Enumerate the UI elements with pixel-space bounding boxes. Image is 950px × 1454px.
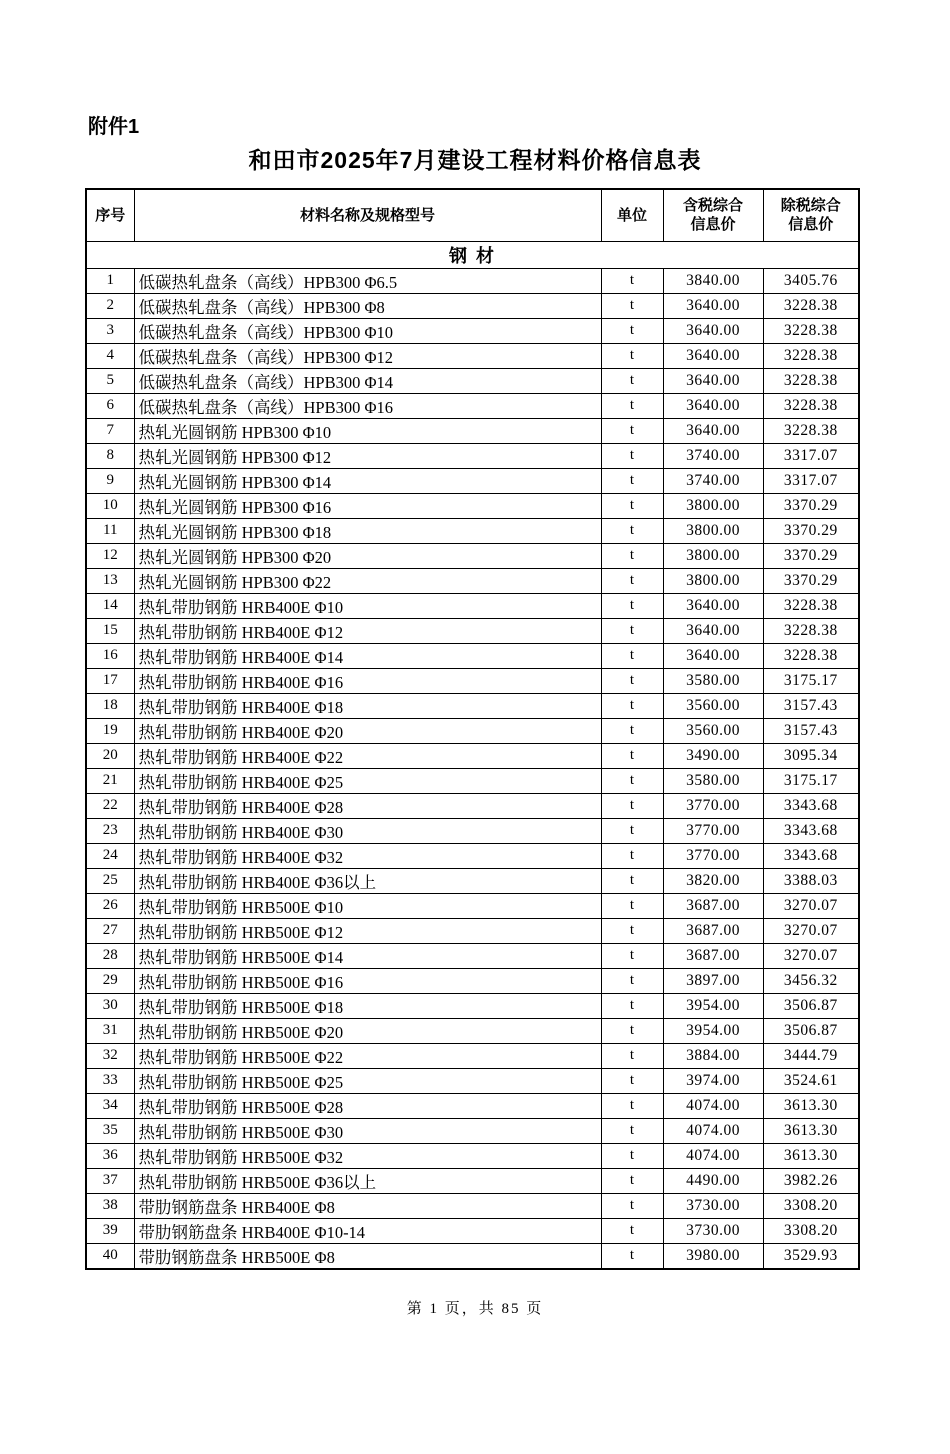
- material-name: 热轧带肋钢筋 HRB500E Φ30: [134, 1118, 601, 1143]
- unit: t: [601, 518, 663, 543]
- material-name: 带肋钢筋盘条 HRB400E Φ8: [134, 1193, 601, 1218]
- material-name: 热轧带肋钢筋 HRB400E Φ14: [134, 643, 601, 668]
- price-with-tax: 3640.00: [663, 593, 763, 618]
- price-without-tax: 3228.38: [763, 318, 859, 343]
- price-without-tax: 3228.38: [763, 393, 859, 418]
- price-with-tax: 3640.00: [663, 343, 763, 368]
- material-name: 热轧带肋钢筋 HRB500E Φ25: [134, 1068, 601, 1093]
- material-name: 热轧光圆钢筋 HPB300 Φ10: [134, 418, 601, 443]
- price-with-tax: 3730.00: [663, 1218, 763, 1243]
- row-index: 34: [86, 1093, 134, 1118]
- table-row: [86, 1243, 859, 1269]
- table-row: [86, 893, 859, 918]
- header-price-with-tax-line2: 信息价: [690, 216, 736, 234]
- price-with-tax: 3640.00: [663, 393, 763, 418]
- unit: t: [601, 818, 663, 843]
- row-index: 22: [86, 793, 134, 818]
- row-index: 28: [86, 943, 134, 968]
- row-index: 13: [86, 568, 134, 593]
- price-with-tax: 3840.00: [663, 268, 763, 293]
- price-with-tax: 3954.00: [663, 1018, 763, 1043]
- table-row: [86, 668, 859, 693]
- table-row: [86, 368, 859, 393]
- price-without-tax: 3982.26: [763, 1168, 859, 1193]
- header-price-without-tax-line2: 信息价: [788, 216, 834, 234]
- unit: t: [601, 643, 663, 668]
- row-index: 39: [86, 1218, 134, 1243]
- price-without-tax: 3317.07: [763, 468, 859, 493]
- row-index: 26: [86, 893, 134, 918]
- price-without-tax: 3343.68: [763, 818, 859, 843]
- price-with-tax: 3640.00: [663, 368, 763, 393]
- price-with-tax: 3640.00: [663, 418, 763, 443]
- unit: t: [601, 1093, 663, 1118]
- price-with-tax: 3560.00: [663, 693, 763, 718]
- unit: t: [601, 368, 663, 393]
- price-without-tax: 3444.79: [763, 1043, 859, 1068]
- material-name: 热轧带肋钢筋 HRB400E Φ12: [134, 618, 601, 643]
- row-index: 12: [86, 543, 134, 568]
- unit: t: [601, 943, 663, 968]
- price-with-tax: 4074.00: [663, 1118, 763, 1143]
- header-material-name: 材料名称及规格型号: [134, 189, 601, 241]
- section-row: [86, 241, 859, 268]
- row-index: 31: [86, 1018, 134, 1043]
- price-without-tax: 3506.87: [763, 1018, 859, 1043]
- row-index: 32: [86, 1043, 134, 1068]
- table-row: [86, 718, 859, 743]
- price-with-tax: 4490.00: [663, 1168, 763, 1193]
- row-index: 37: [86, 1168, 134, 1193]
- row-index: 11: [86, 518, 134, 543]
- material-name: 热轧带肋钢筋 HRB400E Φ32: [134, 843, 601, 868]
- row-index: 24: [86, 843, 134, 868]
- price-without-tax: 3228.38: [763, 293, 859, 318]
- material-name: 低碳热轧盘条（高线）HPB300 Φ14: [134, 368, 601, 393]
- row-index: 36: [86, 1143, 134, 1168]
- unit: t: [601, 343, 663, 368]
- table-row: [86, 618, 859, 643]
- row-index: 4: [86, 343, 134, 368]
- row-index: 3: [86, 318, 134, 343]
- material-name: 热轧带肋钢筋 HRB500E Φ14: [134, 943, 601, 968]
- table-row: [86, 418, 859, 443]
- price-without-tax: 3506.87: [763, 993, 859, 1018]
- material-name: 低碳热轧盘条（高线）HPB300 Φ12: [134, 343, 601, 368]
- row-index: 23: [86, 818, 134, 843]
- price-without-tax: 3370.29: [763, 493, 859, 518]
- price-without-tax: 3613.30: [763, 1143, 859, 1168]
- unit: t: [601, 1143, 663, 1168]
- table-row: [86, 1043, 859, 1068]
- row-index: 1: [86, 268, 134, 293]
- row-index: 7: [86, 418, 134, 443]
- price-without-tax: 3228.38: [763, 343, 859, 368]
- price-without-tax: 3529.93: [763, 1243, 859, 1269]
- material-name: 热轧带肋钢筋 HRB500E Φ32: [134, 1143, 601, 1168]
- row-index: 10: [86, 493, 134, 518]
- price-with-tax: 3687.00: [663, 893, 763, 918]
- unit: t: [601, 618, 663, 643]
- price-with-tax: 3740.00: [663, 443, 763, 468]
- attachment-label: 附件1: [88, 116, 140, 138]
- row-index: 16: [86, 643, 134, 668]
- price-with-tax: 3897.00: [663, 968, 763, 993]
- price-with-tax: 3820.00: [663, 868, 763, 893]
- price-with-tax: 3580.00: [663, 768, 763, 793]
- unit: t: [601, 393, 663, 418]
- table-row: [86, 268, 859, 293]
- price-with-tax: 3800.00: [663, 518, 763, 543]
- price-with-tax: 3580.00: [663, 668, 763, 693]
- price-with-tax: 3740.00: [663, 468, 763, 493]
- row-index: 38: [86, 1193, 134, 1218]
- material-name: 热轧光圆钢筋 HPB300 Φ20: [134, 543, 601, 568]
- price-without-tax: 3270.07: [763, 893, 859, 918]
- unit: t: [601, 768, 663, 793]
- table-row: [86, 593, 859, 618]
- header-index: 序号: [86, 189, 134, 241]
- section-title-steel: 钢 材: [86, 241, 859, 268]
- row-index: 9: [86, 468, 134, 493]
- material-name: 热轧光圆钢筋 HPB300 Φ12: [134, 443, 601, 468]
- price-without-tax: 3613.30: [763, 1118, 859, 1143]
- table-row: [86, 343, 859, 368]
- row-index: 29: [86, 968, 134, 993]
- material-price-table: [85, 188, 860, 1270]
- price-with-tax: 4074.00: [663, 1143, 763, 1168]
- material-name: 热轧带肋钢筋 HRB400E Φ25: [134, 768, 601, 793]
- document-page: [0, 110, 950, 1454]
- price-with-tax: 3974.00: [663, 1068, 763, 1093]
- table-row: [86, 393, 859, 418]
- price-without-tax: 3157.43: [763, 693, 859, 718]
- price-with-tax: 3640.00: [663, 618, 763, 643]
- row-index: 21: [86, 768, 134, 793]
- price-without-tax: 3270.07: [763, 943, 859, 968]
- row-index: 25: [86, 868, 134, 893]
- price-without-tax: 3228.38: [763, 418, 859, 443]
- header-price-without-tax: [763, 189, 859, 241]
- price-with-tax: 3954.00: [663, 993, 763, 1018]
- unit: t: [601, 1193, 663, 1218]
- price-without-tax: 3343.68: [763, 843, 859, 868]
- price-without-tax: 3388.03: [763, 868, 859, 893]
- material-name: 低碳热轧盘条（高线）HPB300 Φ10: [134, 318, 601, 343]
- price-without-tax: 3370.29: [763, 568, 859, 593]
- table-row: [86, 968, 859, 993]
- table-row: [86, 868, 859, 893]
- price-without-tax: 3228.38: [763, 593, 859, 618]
- row-index: 8: [86, 443, 134, 468]
- table-row: [86, 743, 859, 768]
- header-price-without-tax-line1: 除税综合: [780, 196, 841, 214]
- price-with-tax: 3640.00: [663, 318, 763, 343]
- table-row: [86, 1093, 859, 1118]
- unit: t: [601, 1243, 663, 1269]
- table-row: [86, 1068, 859, 1093]
- material-name: 热轧带肋钢筋 HRB500E Φ28: [134, 1093, 601, 1118]
- unit: t: [601, 968, 663, 993]
- unit: t: [601, 293, 663, 318]
- price-without-tax: 3308.20: [763, 1193, 859, 1218]
- price-with-tax: 3800.00: [663, 543, 763, 568]
- unit: t: [601, 693, 663, 718]
- table-row: [86, 293, 859, 318]
- price-without-tax: 3370.29: [763, 543, 859, 568]
- table-row: [86, 1018, 859, 1043]
- material-name: 热轧带肋钢筋 HRB400E Φ36以上: [134, 868, 601, 893]
- table-row: [86, 1118, 859, 1143]
- table-row: [86, 518, 859, 543]
- unit: t: [601, 718, 663, 743]
- price-without-tax: 3370.29: [763, 518, 859, 543]
- price-without-tax: 3524.61: [763, 1068, 859, 1093]
- price-with-tax: 3800.00: [663, 568, 763, 593]
- price-without-tax: 3095.34: [763, 743, 859, 768]
- price-with-tax: 3560.00: [663, 718, 763, 743]
- table-row: [86, 693, 859, 718]
- header-unit: 单位: [601, 189, 663, 241]
- table-row: [86, 543, 859, 568]
- material-name: 热轧带肋钢筋 HRB500E Φ12: [134, 918, 601, 943]
- material-name: 热轧带肋钢筋 HRB500E Φ20: [134, 1018, 601, 1043]
- price-without-tax: 3175.17: [763, 768, 859, 793]
- unit: t: [601, 593, 663, 618]
- table-row: [86, 918, 859, 943]
- table-row: [86, 468, 859, 493]
- header-price-with-tax-line1: 含税综合: [682, 196, 743, 214]
- material-name: 热轧带肋钢筋 HRB400E Φ20: [134, 718, 601, 743]
- unit: t: [601, 318, 663, 343]
- material-name: 低碳热轧盘条（高线）HPB300 Φ8: [134, 293, 601, 318]
- material-name: 热轧带肋钢筋 HRB500E Φ10: [134, 893, 601, 918]
- material-name: 热轧带肋钢筋 HRB500E Φ16: [134, 968, 601, 993]
- price-without-tax: 3228.38: [763, 618, 859, 643]
- table-row: [86, 493, 859, 518]
- unit: t: [601, 468, 663, 493]
- row-index: 5: [86, 368, 134, 393]
- price-without-tax: 3175.17: [763, 668, 859, 693]
- header-row: [86, 189, 859, 241]
- unit: t: [601, 268, 663, 293]
- material-name: 热轧带肋钢筋 HRB400E Φ10: [134, 593, 601, 618]
- unit: t: [601, 668, 663, 693]
- unit: t: [601, 918, 663, 943]
- unit: t: [601, 743, 663, 768]
- row-index: 27: [86, 918, 134, 943]
- price-with-tax: 3640.00: [663, 643, 763, 668]
- table-header: [86, 189, 859, 241]
- unit: t: [601, 793, 663, 818]
- unit: t: [601, 1218, 663, 1243]
- material-name: 热轧光圆钢筋 HPB300 Φ18: [134, 518, 601, 543]
- table-row: [86, 818, 859, 843]
- row-index: 19: [86, 718, 134, 743]
- row-index: 18: [86, 693, 134, 718]
- price-without-tax: 3228.38: [763, 643, 859, 668]
- row-index: 14: [86, 593, 134, 618]
- price-without-tax: 3270.07: [763, 918, 859, 943]
- price-with-tax: 3800.00: [663, 493, 763, 518]
- unit: t: [601, 993, 663, 1018]
- table-row: [86, 643, 859, 668]
- price-without-tax: 3456.32: [763, 968, 859, 993]
- price-with-tax: 3770.00: [663, 818, 763, 843]
- price-with-tax: 3687.00: [663, 918, 763, 943]
- material-name: 低碳热轧盘条（高线）HPB300 Φ16: [134, 393, 601, 418]
- row-index: 15: [86, 618, 134, 643]
- price-with-tax: 3770.00: [663, 793, 763, 818]
- table-row: [86, 943, 859, 968]
- page-number: 第 1 页，共 85 页: [406, 1300, 544, 1317]
- price-with-tax: 3687.00: [663, 943, 763, 968]
- table-row: [86, 768, 859, 793]
- table-row: [86, 843, 859, 868]
- material-name: 热轧光圆钢筋 HPB300 Φ22: [134, 568, 601, 593]
- unit: t: [601, 493, 663, 518]
- table-row: [86, 568, 859, 593]
- table-body: [86, 241, 859, 1269]
- table-row: [86, 1193, 859, 1218]
- unit: t: [601, 568, 663, 593]
- material-name: 热轧带肋钢筋 HRB500E Φ36以上: [134, 1168, 601, 1193]
- material-name: 热轧带肋钢筋 HRB400E Φ28: [134, 793, 601, 818]
- unit: t: [601, 418, 663, 443]
- table-row: [86, 1218, 859, 1243]
- material-name: 热轧带肋钢筋 HRB400E Φ18: [134, 693, 601, 718]
- material-name: 热轧带肋钢筋 HRB400E Φ16: [134, 668, 601, 693]
- price-without-tax: 3228.38: [763, 368, 859, 393]
- unit: t: [601, 1068, 663, 1093]
- price-without-tax: 3613.30: [763, 1093, 859, 1118]
- price-with-tax: 4074.00: [663, 1093, 763, 1118]
- row-index: 40: [86, 1243, 134, 1269]
- unit: t: [601, 893, 663, 918]
- material-name: 热轧带肋钢筋 HRB400E Φ30: [134, 818, 601, 843]
- row-index: 33: [86, 1068, 134, 1093]
- unit: t: [601, 1118, 663, 1143]
- table-row: [86, 793, 859, 818]
- table-row: [86, 993, 859, 1018]
- price-without-tax: 3308.20: [763, 1218, 859, 1243]
- row-index: 2: [86, 293, 134, 318]
- table-row: [86, 1143, 859, 1168]
- price-with-tax: 3884.00: [663, 1043, 763, 1068]
- unit: t: [601, 543, 663, 568]
- unit: t: [601, 868, 663, 893]
- unit: t: [601, 843, 663, 868]
- row-index: 20: [86, 743, 134, 768]
- material-name: 热轧带肋钢筋 HRB500E Φ18: [134, 993, 601, 1018]
- table-row: [86, 318, 859, 343]
- price-with-tax: 3980.00: [663, 1243, 763, 1269]
- price-with-tax: 3490.00: [663, 743, 763, 768]
- header-price-with-tax: [663, 189, 763, 241]
- table-row: [86, 443, 859, 468]
- unit: t: [601, 1018, 663, 1043]
- material-name: 热轧光圆钢筋 HPB300 Φ16: [134, 493, 601, 518]
- row-index: 17: [86, 668, 134, 693]
- price-with-tax: 3730.00: [663, 1193, 763, 1218]
- price-without-tax: 3157.43: [763, 718, 859, 743]
- row-index: 35: [86, 1118, 134, 1143]
- price-with-tax: 3640.00: [663, 293, 763, 318]
- row-index: 30: [86, 993, 134, 1018]
- material-name: 热轧光圆钢筋 HPB300 Φ14: [134, 468, 601, 493]
- material-name: 热轧带肋钢筋 HRB500E Φ22: [134, 1043, 601, 1068]
- unit: t: [601, 443, 663, 468]
- price-with-tax: 3770.00: [663, 843, 763, 868]
- row-index: 6: [86, 393, 134, 418]
- material-name: 带肋钢筋盘条 HRB400E Φ10-14: [134, 1218, 601, 1243]
- material-name: 低碳热轧盘条（高线）HPB300 Φ6.5: [134, 268, 601, 293]
- table-row: [86, 1168, 859, 1193]
- price-without-tax: 3317.07: [763, 443, 859, 468]
- material-name: 带肋钢筋盘条 HRB500E Φ8: [134, 1243, 601, 1269]
- price-without-tax: 3343.68: [763, 793, 859, 818]
- page-title: 和田市2025年7月建设工程材料价格信息表: [248, 147, 702, 173]
- material-name: 热轧带肋钢筋 HRB400E Φ22: [134, 743, 601, 768]
- unit: t: [601, 1043, 663, 1068]
- price-without-tax: 3405.76: [763, 268, 859, 293]
- unit: t: [601, 1168, 663, 1193]
